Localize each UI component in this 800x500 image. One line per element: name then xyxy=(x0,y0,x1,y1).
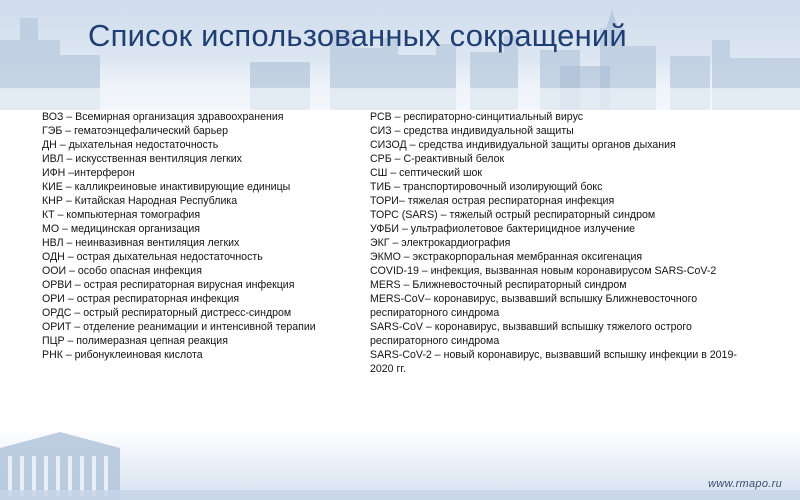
abbreviation-list-right xyxy=(370,110,750,376)
list-item: КИЕ – калликреиновые инактивирующие единицы xyxy=(42,181,291,193)
list-item: ТОРС (SARS) – тяжелый острый респираторный синдром xyxy=(370,209,656,221)
page-title: Список использованных сокращений xyxy=(88,18,627,53)
list-item: ГЭБ – гематоэнцефалический барьер xyxy=(42,125,229,137)
list-item: ДН – дыхательная недостаточность xyxy=(42,139,219,151)
list-item: ТОРИ– тяжелая острая респираторная инфекция xyxy=(370,195,615,207)
list-item: НВЛ – неинвазивная вентиляция легких xyxy=(42,237,240,249)
list-item: РСВ – респираторно-синцитиальный вирус xyxy=(370,111,584,123)
list-item: СИЗ – средства индивидуальной защиты xyxy=(370,125,574,137)
list-item: ООИ – особо опасная инфекция xyxy=(42,265,202,277)
list-item: ОРИТ – отделение реанимации и интенсивной терапии xyxy=(42,321,316,333)
list-item: ОРВИ – острая респираторная вирусная инфекция xyxy=(42,279,295,291)
list-item: КТ – компьютерная томография xyxy=(42,209,201,221)
list-item: ОРДС – острый респираторный дистресс-синдром xyxy=(42,307,292,319)
list-item: MERS-CoV– коронавирус, вызвавший вспышку Ближневосточного респираторного синдрома xyxy=(370,293,698,319)
footer-url: www.rmapo.ru xyxy=(708,478,782,490)
list-item: СИЗОД – средства индивидуальной защиты органов дыхания xyxy=(370,139,676,151)
list-item: ОРИ – острая респираторная инфекция xyxy=(42,293,240,305)
list-item: УФБИ – ультрафиолетовое бактерицидное излучение xyxy=(370,223,636,235)
list-item: МО – медицинская организация xyxy=(42,223,201,235)
list-item: ПЦР – полимеразная цепная реакция xyxy=(42,335,228,347)
list-item: SARS-CoV – коронавирус, вызвавший вспышку тяжелого острого респираторного синдрома xyxy=(370,321,692,347)
list-item: ИВЛ – искусственная вентиляция легких xyxy=(42,153,242,165)
footer-building-image xyxy=(0,428,800,500)
list-item: ЭКГ – электрокардиография xyxy=(370,237,511,249)
list-item: MERS – Ближневосточный респираторный синдром xyxy=(370,279,627,291)
list-item: SARS-CoV-2 – новый коронавирус, вызвавший вспышку инфекции в 2019-2020 гг. xyxy=(370,349,737,375)
list-item: РНК – рибонуклеиновая кислота xyxy=(42,349,203,361)
list-item: ИФН –интерферон xyxy=(42,167,135,179)
list-item: ЭКМО – экстракорпоральная мембранная оксигенация xyxy=(370,251,643,263)
list-item: СШ – септический шок xyxy=(370,167,482,179)
list-item: ВОЗ – Всемирная организация здравоохранения xyxy=(42,111,284,123)
list-item: КНР – Китайская Народная Республика xyxy=(42,195,238,207)
header-skyline-image xyxy=(0,0,800,110)
list-item: СРБ – С-реактивный белок xyxy=(370,153,505,165)
list-item: ТИБ – транспортировочный изолирующий бокс xyxy=(370,181,603,193)
list-item: ОДН – острая дыхательная недостаточность xyxy=(42,251,263,263)
list-item: COVID-19 – инфекция, вызванная новым коронавирусом SARS-CoV-2 xyxy=(370,265,717,277)
abbreviation-list-left xyxy=(42,110,352,362)
